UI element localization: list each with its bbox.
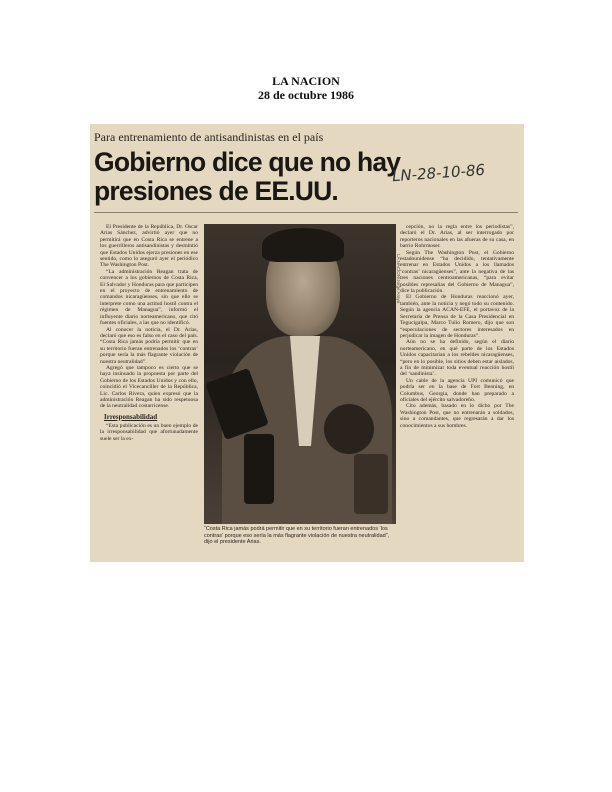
- photo-hair: [262, 228, 344, 262]
- subheading: Irresponsabilidad: [104, 412, 158, 421]
- paragraph: Cito además, basado en lo dicho por The Washington Post, que no entrenarán a soldados, sino a comandantes, que regresarán a dar los conocimientos a sus hombres.: [400, 403, 514, 429]
- paragraph: “Esta publicación es un buen ejemplo de la irresponsabilidad que afortunadamente suele ser la ex-: [100, 422, 198, 442]
- newspaper-clipping: [90, 124, 524, 562]
- paragraph: “La administración Reagan trata de convencer a los gobiernos de Costa Rica, El Salvador y Honduras para que participen en el proyecto de entrenamiento de comandos nicaragüenses, sin que ello se interprete como una actitud hostil contra el régimen de Managua”, informó el influyente diario norteamericano, que citó fuentes oficiales, a las que no identificó.: [100, 268, 198, 327]
- headline: Gobierno dice que no hay presiones de EE.UU.: [94, 147, 401, 206]
- paragraph: Agregó que tampoco es cierto que se haya insinuado la propuesta por parte del Gobierno de los Estados Unidos y con ello, coincidió el Vicecanciller de la República, Lic. Carlos Rivera, quien expresó que la administración Reagan ha sido respetuosa de la neutralidad costarricense.: [100, 364, 198, 410]
- paragraph: Al conocer la noticia, el Dr. Arias, declaró que eso es falso en el caso del país. “Costa Rica jamás podría permitir que en su territorio fueran entrenados los ‘contras’ porque sería la más flagrante violación de nuestra neutralidad”.: [100, 326, 198, 365]
- paragraph: El Gobierno de Honduras reaccionó ayer, también, ante la noticia y negó todo su contenido. Según la agencia ACAN-EFE, el portavoz de la Secretaría de Prensa de la Casa Presidencial en Tegucigalpa, Marco Tulio Romero, dijo que son “especulaciones de sectores interesados en perjudicar la imagen de Honduras”.: [400, 294, 514, 339]
- paragraph: Según The Washington Post, el Gobierno estadounidense “ha decidido, tentativamente entrenar en Estados Unidos a los llamados ‘contras’ nicaragüenses”, ante la negativa de las tres naciones centroamericanas, “para evitar posibles represalias del Gobierno de Managua”, dice la publicación.: [400, 249, 514, 295]
- divider: [94, 212, 518, 213]
- paragraph: Aún no se ha definido, según el diario norteamericano, en qué parte de los Estados Unidos capacitarían a los rebeldes nicaragüenses, “pero en lo posible, los sitios deben estar aislados, a fin de minimizar toda eventual reacción hostil del ‘sandinista’.: [400, 339, 514, 378]
- column-left: [100, 224, 198, 442]
- microphone-icon: [354, 454, 388, 514]
- paragraph: Un cable de la agencia UPI comunicó que podría ser en la base de Fort Benning, en Columbus, Georgia, donde han preparado a oficiales del ejército salvadoreño.: [400, 377, 514, 403]
- photo: [204, 224, 396, 524]
- source-date: 28 de octubre 1986: [257, 88, 355, 102]
- handwritten-note: LN-28-10-86: [391, 160, 486, 186]
- photo-credit: LA NACION/Jorge Araya: [396, 254, 401, 304]
- kicker: Para entrenamiento de antisandinistas en el país: [94, 130, 324, 144]
- microphone-icon: [244, 434, 274, 504]
- source-title: LA NACION: [272, 74, 340, 88]
- paragraph: El Presidente de la República, Dr. Oscar Arias Sánchez, advirtió ayer que no permitirá que en Costa Rica se entrene a los guerrilleros antisandinistas y desmintió que Estados Unidos ejerza presiones en ese sentido, como lo aseguró ayer el periódico The Washington Post.: [100, 224, 198, 269]
- microphone-icon: [324, 404, 374, 454]
- photo-caption: “Costa Rica jamás podrá permitir que en su territorio fueran entrenados ‘los contras’ porque eso sería la más flagrante violación de nuestra neutralidad”, dijo el presidente Arias.: [204, 526, 390, 546]
- column-right: [400, 224, 514, 429]
- paragraph: cepción, no la regla entre los periodistas”, declaró el Dr. Arias, al ser interrogado por reporteros nacionales en las afueras de su casa, en barrio Rohrmoser.: [400, 224, 514, 250]
